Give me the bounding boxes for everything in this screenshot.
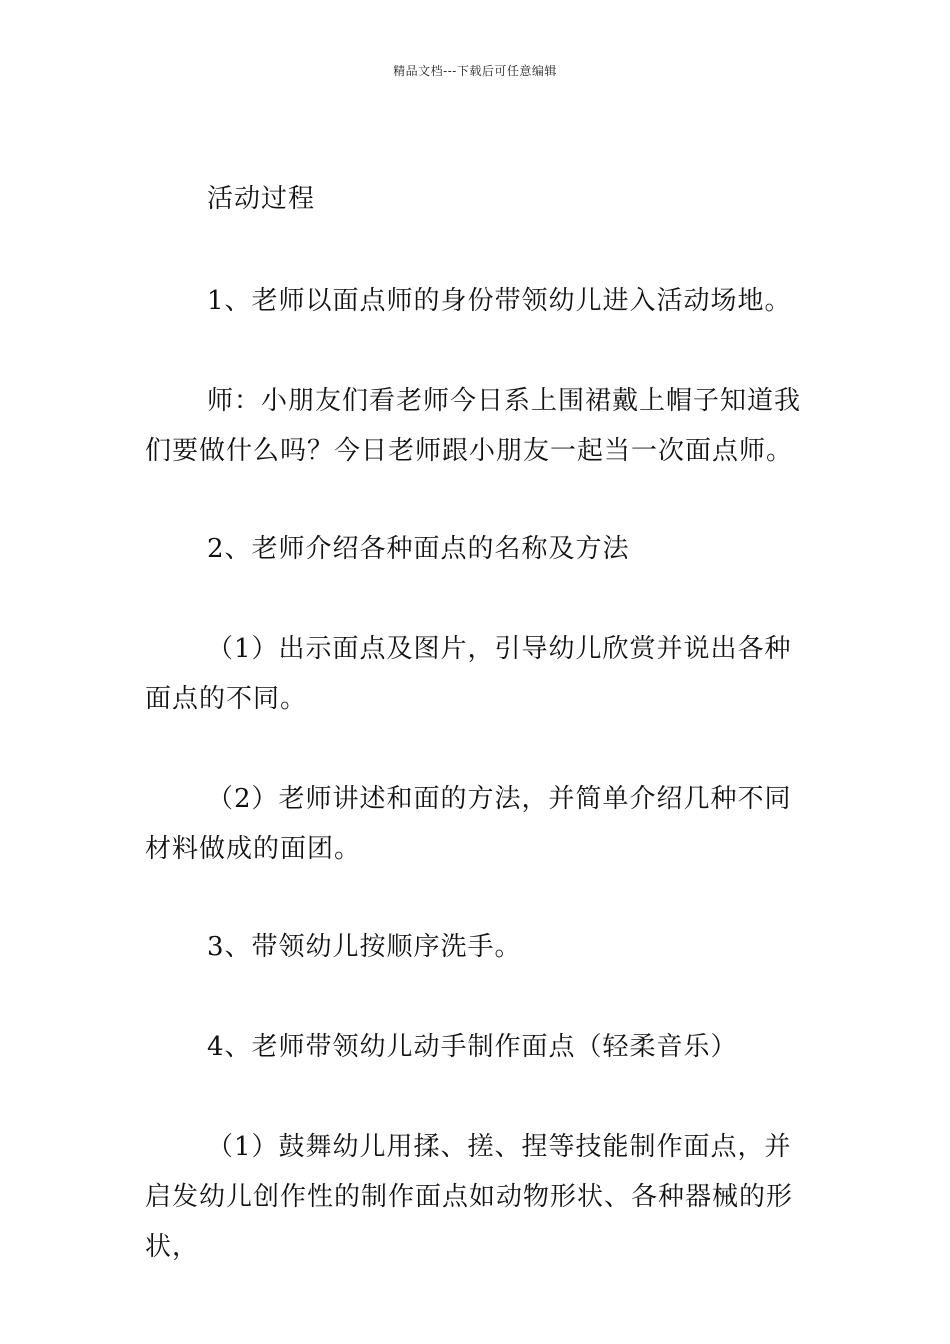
paragraph-step-4: 4、老师带领幼儿动手制作面点（轻柔音乐）: [207, 1032, 738, 1062]
paragraph-step-2-1: （1）出示面点及图片，引导幼儿欣赏并说出各种面点的不同。: [145, 634, 792, 714]
paragraph-teacher-dialogue: 师：小朋友们看老师今日系上围裙戴上帽子知道我们要做什么吗？今日老师跟小朋友一起当一次面点师。: [145, 386, 802, 466]
page-header: 精品文档---下载后可任意编辑: [393, 64, 557, 78]
paragraph-step-2: 2、老师介绍各种面点的名称及方法: [207, 534, 630, 564]
paragraph-step-3: 3、带领幼儿按顺序洗手。: [207, 932, 522, 962]
paragraph-step-1: 1、老师以面点师的身份带领幼儿进入活动场地。: [207, 286, 792, 316]
section-heading: 活动过程: [207, 184, 316, 214]
paragraph-step-4-1: （1）鼓舞幼儿用揉、搓、捏等技能制作面点，并启发幼儿创作性的制作面点如动物形状、各种器械的形状，: [145, 1132, 794, 1262]
paragraph-step-2-2: （2）老师讲述和面的方法，并简单介绍几种不同材料做成的面团。: [145, 784, 792, 864]
